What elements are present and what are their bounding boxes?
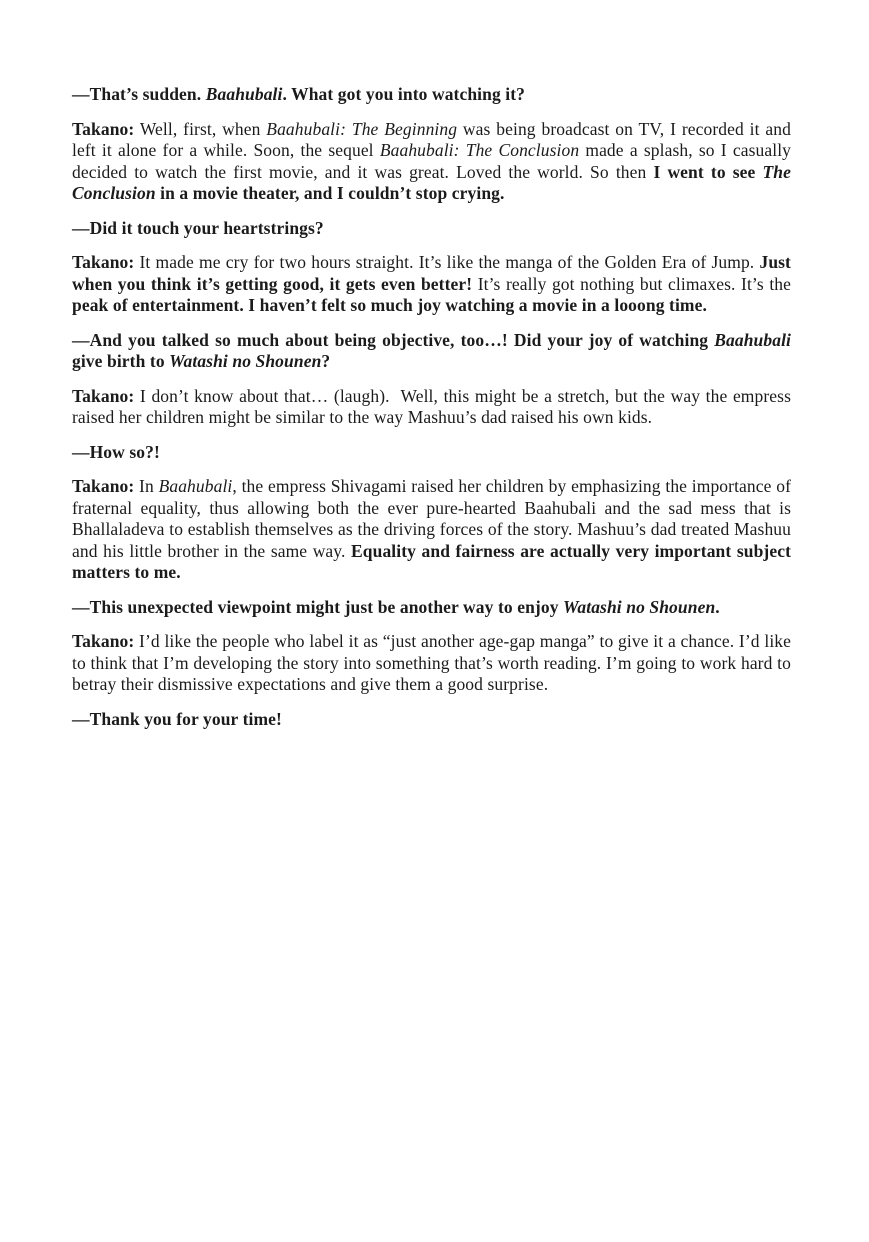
interview-answer: [72, 119, 791, 205]
text-run: Baahubali: The Conclusion: [379, 140, 580, 160]
text-run: Baahubali: [714, 329, 791, 350]
text-run: was being broadcast on TV, I recorded it and left it alone for a while. Soon, the sequel: [72, 118, 791, 160]
text-run: —This unexpected viewpoint might just be another way to enjoy: [72, 596, 564, 617]
text-run: in a movie theater, and I couldn’t stop crying.: [155, 183, 505, 203]
text-run: —And you talked so much about being objective, too…! Did your joy of watching: [72, 329, 715, 350]
interview-answer: [72, 386, 791, 429]
interview-answer: [72, 631, 791, 696]
text-run: give birth to: [72, 351, 170, 371]
text-run: . What got you into watching it?: [282, 84, 526, 104]
speaker-label: Takano:: [72, 476, 135, 496]
text-run: —Did it touch your heartstrings?: [72, 217, 324, 238]
text-run: I went to see: [653, 161, 763, 182]
text-run: I’d like the people who label it as “just another age-gap manga” to give it a chance. I’d like to think that I’m developing the story into something that’s worth reading. I’m going to work hard to betray their dismissive expectations and give them a good surprise.: [72, 631, 791, 694]
text-run: —Thank you for your time!: [72, 708, 282, 729]
interview-question: [72, 218, 791, 240]
text-run: , the empress Shivagami raised her children by emphasizing the importance of fraternal equality, thus allowing both the ever pure-hearted Baahubali and the sad mess that is Bhallaladeva to establish themselves as the driving forces of the story. Mashuu’s dad treated Mashuu and his little brother in the same way.: [72, 476, 791, 561]
interview-question: [72, 442, 791, 464]
text-run: made a splash, so I casually decided to watch the first movie, and it was great. Loved the world. So then: [72, 140, 792, 182]
document-body: [72, 84, 791, 730]
interview-question: [72, 330, 791, 373]
text-run: Equality and fairness are actually very important subject matters to me.: [72, 540, 791, 582]
interview-answer: [72, 252, 791, 317]
text-run: —How so?!: [72, 441, 160, 462]
interview-question: [72, 84, 791, 106]
text-run: Baahubali: [205, 84, 283, 104]
text-run: Well, first, when: [134, 118, 267, 139]
text-run: —That’s sudden.: [72, 84, 206, 104]
text-run: .: [715, 596, 720, 617]
interview-question: [72, 709, 791, 731]
text-run: I don’t know about that… (laugh). Well, this might be a stretch, but the way the empress raised her children might be similar to the way Mashuu’s dad raised his own kids.: [72, 385, 791, 427]
text-run: Watashi no Shounen: [169, 351, 322, 371]
speaker-label: Takano:: [72, 118, 135, 139]
interview-question: [72, 597, 791, 619]
interview-answer: [72, 476, 791, 584]
text-run: Watashi no Shounen: [563, 596, 716, 617]
text-run: In: [134, 476, 159, 496]
text-run: Baahubali: [158, 476, 233, 496]
text-run: peak of entertainment. I haven’t felt so much joy watching a movie in a looong time.: [72, 295, 707, 315]
speaker-label: Takano:: [72, 385, 135, 406]
text-run: The Conclusion: [72, 161, 791, 203]
text-run: Baahubali: The Beginning: [266, 118, 458, 139]
speaker-label: Takano:: [72, 252, 135, 272]
text-run: It made me cry for two hours straight. It’s like the manga of the Golden Era of Jump.: [134, 252, 760, 272]
text-run: It’s really got nothing but climaxes. It’s the: [472, 273, 791, 294]
text-run: Just when you think it’s getting good, it gets even better!: [72, 252, 791, 294]
text-run: ?: [321, 351, 331, 371]
speaker-label: Takano:: [72, 631, 135, 651]
